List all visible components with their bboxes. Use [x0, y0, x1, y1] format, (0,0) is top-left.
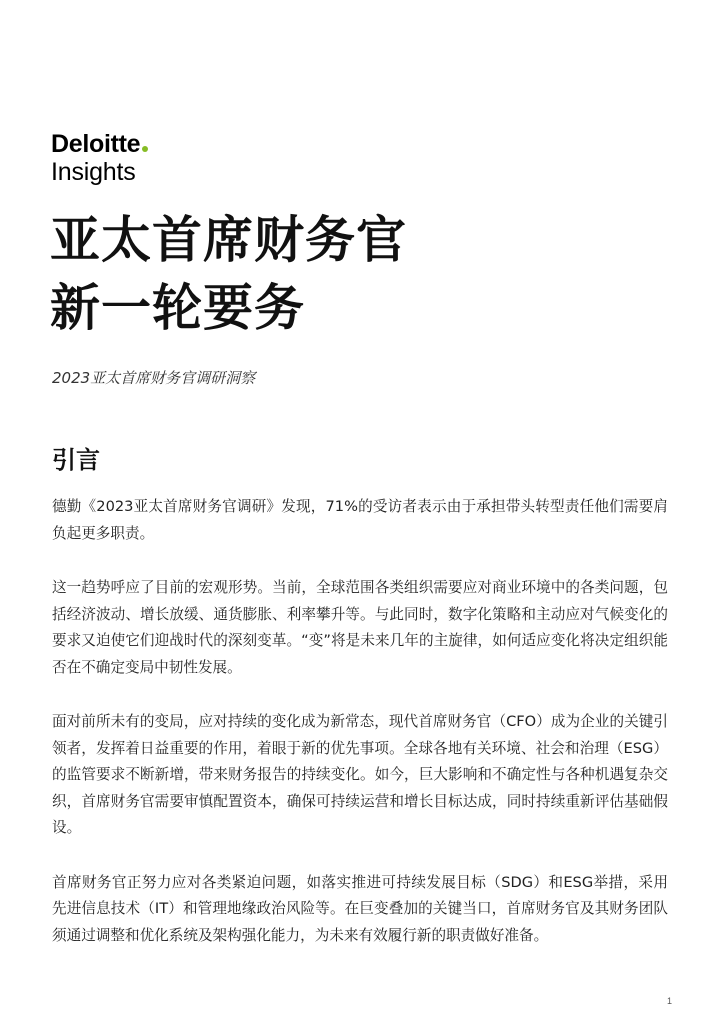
logo-green-dot [142, 146, 148, 152]
logo-brand [51, 132, 148, 160]
page-title [50, 206, 407, 342]
title-line-2: 新一轮要务 [50, 279, 305, 337]
title-line-1: 亚太首席财务官 [50, 211, 407, 269]
section-heading: 引言 [52, 446, 100, 474]
paragraph-2: 这一趋势呼应了目前的宏观形势。当前，全球范围各类组织需要应对商业环境中的各类问题，包括经济波动、增长放缓、通货膨胀、利率攀升等。与此同时，数字化策略和主动应对气候变化的要求又迫使它们迎战时代的深刻变革。“变”将是未来几年的主旋律，如何适应变化将决定组织能否在不确定变局中韧性发展。 [52, 579, 668, 676]
body-text [52, 494, 668, 977]
page-number: 1 [666, 996, 672, 1006]
paragraph-1: 德勤《2023亚太首席财务官调研》发现，71%的受访者表示由于承担带头转型责任他们需要肩负起更多职责。 [52, 498, 668, 542]
paragraph-3: 面对前所未有的变局，应对持续的变化成为新常态，现代首席财务官（CFO）成为企业的关键引领者，发挥着日益重要的作用，着眼于新的优先事项。全球各地有关环境、社会和治理（ESG）的监管要求不断新增，带来财务报告的持续变化。如今，巨大影响和不确定性与各种机遇复杂交织，首席财务官需要审慎配置资本，确保可持续运营和增长目标达成，同时持续重新评估基础假设。 [52, 713, 668, 836]
logo-brand-text: Deloitte [51, 130, 141, 158]
paragraph-4: 首席财务官正努力应对各类紧迫问题，如落实推进可持续发展目标（SDG）和ESG举措，采用先进信息技术（IT）和管理地缘政治风险等。在巨变叠加的关键当口，首席财务官及其财务团队须通过调整和优化系统及架构强化能力，为未来有效履行新的职责做好准备。 [52, 873, 668, 944]
page-subtitle: 2023亚太首席财务官调研洞察 [52, 369, 256, 387]
deloitte-insights-logo [51, 132, 148, 185]
logo-product: Insights [51, 158, 136, 186]
